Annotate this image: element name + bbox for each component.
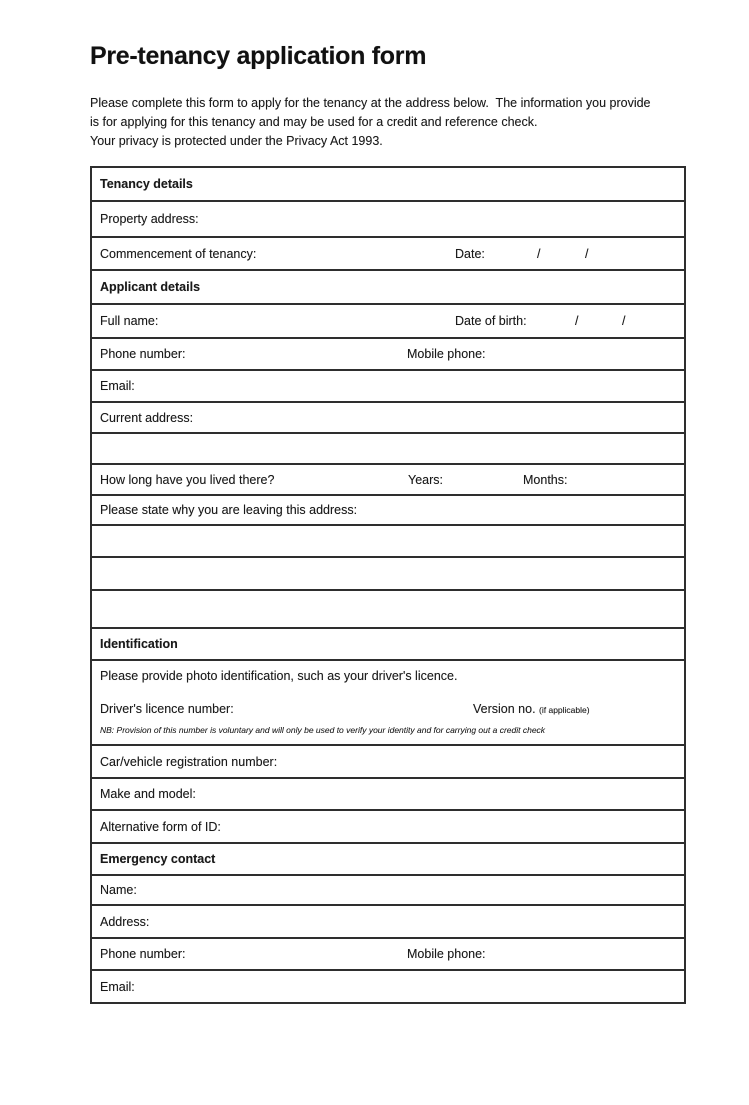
emergency-phone-label: Phone number: <box>100 947 186 961</box>
row-current-address-extra <box>92 434 684 465</box>
date-label: Date: <box>455 246 485 261</box>
date-slash-2: / <box>585 246 589 261</box>
intro-line-1: Please complete this form to apply for the tenancy at the address below. The information you provide <box>90 96 651 110</box>
row-tenancy-header <box>92 168 684 202</box>
row-leaving-reason-line-2 <box>92 558 684 591</box>
make-model-label: Make and model: <box>100 787 196 801</box>
photo-id-text: Please provide photo identification, such as your driver's licence. <box>100 669 458 683</box>
intro-line-3: Your privacy is protected under the Privacy Act 1993. <box>90 134 383 148</box>
row-emergency-phone <box>92 939 684 971</box>
version-note-text: (if applicable) <box>539 705 590 715</box>
intro-line-2: is for applying for this tenancy and may be used for a credit and reference check. <box>90 115 538 129</box>
emergency-name-label: Name: <box>100 883 137 897</box>
emergency-address-field[interactable] <box>92 906 684 937</box>
email-field[interactable] <box>92 371 684 401</box>
leaving-reason-label: Please state why you are leaving this address: <box>100 503 358 517</box>
row-commencement <box>92 238 684 271</box>
alt-id-label: Alternative form of ID: <box>100 819 221 834</box>
months-label: Months: <box>523 472 568 487</box>
row-emergency-header <box>92 844 684 876</box>
full-name-field[interactable] <box>92 305 684 337</box>
tenancy-details-header: Tenancy details <box>100 177 193 191</box>
application-form-table <box>90 166 686 1004</box>
current-address-extra-field[interactable] <box>92 434 684 463</box>
row-emergency-name <box>92 876 684 906</box>
duration-label: How long have you lived there? <box>100 472 275 487</box>
mobile-phone-label: Mobile phone: <box>407 347 486 361</box>
email-label: Email: <box>100 379 135 393</box>
row-applicant-header <box>92 271 684 305</box>
version-no-label <box>473 702 590 716</box>
dob-slash-2: / <box>622 314 626 328</box>
applicant-details-header: Applicant details <box>100 280 201 294</box>
row-duration <box>92 465 684 496</box>
identification-header: Identification <box>100 637 178 651</box>
years-label: Years: <box>408 472 443 487</box>
row-make-model <box>92 779 684 811</box>
emergency-name-field[interactable] <box>92 876 684 904</box>
nb-note: NB: Provision of this number is voluntary and will only be used to verify your identity and for carrying out a credit check <box>100 725 546 735</box>
phone-number-label: Phone number: <box>100 347 186 361</box>
property-address-label: Property address: <box>100 212 199 226</box>
emergency-address-label: Address: <box>100 914 150 929</box>
page-title: Pre-tenancy application form <box>90 42 427 70</box>
emergency-contact-header: Emergency contact <box>100 852 216 866</box>
current-address-label: Current address: <box>100 410 194 425</box>
dob-slash-1: / <box>575 314 579 328</box>
leaving-reason-line-1-field[interactable] <box>92 526 684 556</box>
row-leaving-reason <box>92 496 684 526</box>
date-slash-1: / <box>537 246 541 261</box>
row-emergency-address <box>92 906 684 939</box>
emergency-email-label: Email: <box>100 979 135 994</box>
row-emergency-email <box>92 971 684 1002</box>
leaving-reason-line-2-field[interactable] <box>92 558 684 589</box>
dob-label: Date of birth: <box>455 314 527 328</box>
row-phone <box>92 339 684 371</box>
row-identification-details <box>92 661 684 746</box>
row-leaving-reason-line-3 <box>92 591 684 629</box>
full-name-label: Full name: <box>100 314 159 328</box>
row-alt-id <box>92 811 684 844</box>
row-identification-header <box>92 629 684 661</box>
licence-number-label: Driver's licence number: <box>100 702 234 716</box>
row-full-name <box>92 305 684 339</box>
row-current-address <box>92 403 684 434</box>
row-car-rego <box>92 746 684 779</box>
version-label-text: Version no. <box>473 702 536 716</box>
row-leaving-reason-line-1 <box>92 526 684 558</box>
row-property-address <box>92 202 684 238</box>
car-rego-label: Car/vehicle registration number: <box>100 754 278 769</box>
row-email <box>92 371 684 403</box>
leaving-reason-line-3-field[interactable] <box>92 591 684 627</box>
intro-text <box>90 94 651 151</box>
emergency-mobile-label: Mobile phone: <box>407 947 486 961</box>
commencement-label: Commencement of tenancy: <box>100 246 257 261</box>
emergency-email-field[interactable] <box>92 971 684 1002</box>
